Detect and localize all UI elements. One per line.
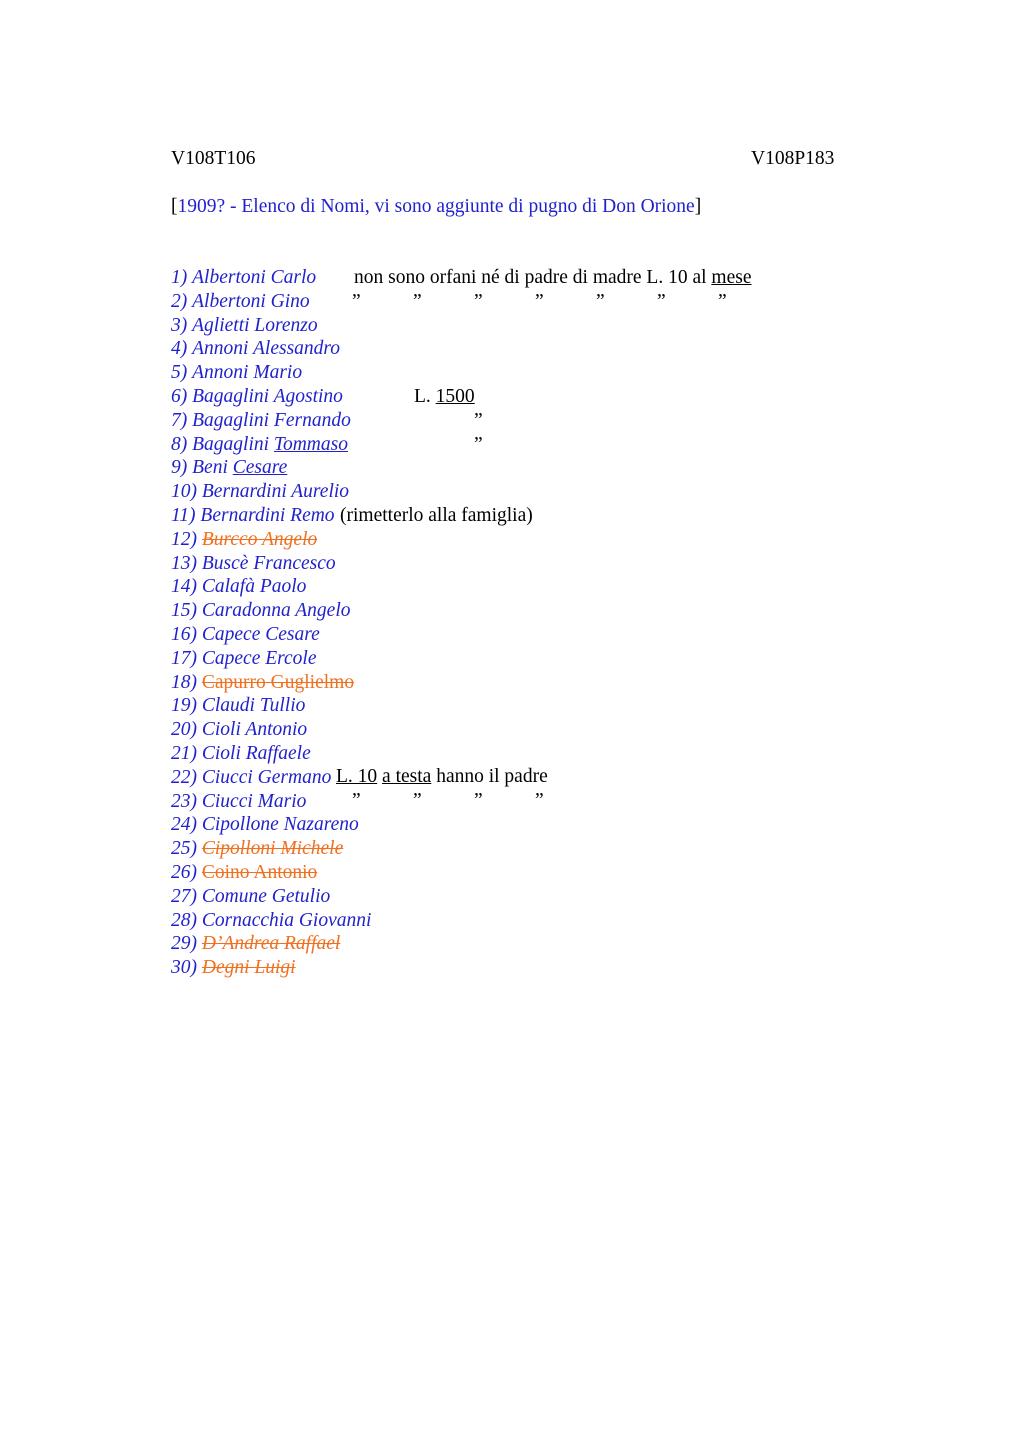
list-item-name <box>192 386 343 407</box>
list-item-surname: Calafà <box>201 576 255 597</box>
note-row-1-underlined: mese <box>711 267 752 288</box>
list-item-name <box>202 624 320 645</box>
list-item-given-name: Lorenzo <box>254 315 318 336</box>
list-item-name <box>202 648 317 669</box>
list-item-number: 10) <box>171 481 197 502</box>
list-item-given-name: Remo <box>290 505 335 526</box>
list-item <box>171 956 296 980</box>
ditto-mark: ” <box>474 790 483 811</box>
list-item-name <box>192 362 302 383</box>
list-item <box>171 909 371 933</box>
list-item-given-name: Michele <box>280 838 344 859</box>
list-item-given-name: Germano <box>257 767 332 788</box>
list-item <box>171 742 311 766</box>
list-item <box>171 456 287 480</box>
list-item-given-name: Antonio <box>253 862 318 883</box>
subtitle-text: 1909? - Elenco di Nomi, vi sono aggiunte di pugno di Don Orione <box>177 196 695 217</box>
list-item-surname: Beni <box>192 457 228 478</box>
list-item <box>171 671 354 695</box>
list-item-surname: Aglietti <box>192 315 250 336</box>
list-item-surname: Albertoni <box>192 291 266 312</box>
note-row-22 <box>336 765 548 789</box>
ditto-mark: ” <box>474 291 483 312</box>
list-item-surname: Buscè <box>201 553 249 574</box>
list-item-given-name: Tullio <box>259 695 306 716</box>
note-row-22-per-head: a testa <box>382 766 432 787</box>
list-item-number: 4) <box>171 338 188 359</box>
list-item-surname: Capece <box>201 624 261 645</box>
list-item-name <box>202 838 343 859</box>
list-item-surname: Cipollone <box>201 814 279 835</box>
document-code-left: V108T106 <box>171 148 256 169</box>
list-item-name <box>202 553 336 574</box>
list-item-given-name: Fernando <box>273 410 351 431</box>
list-item <box>171 314 318 338</box>
list-item-given-name: Cesare <box>232 457 288 478</box>
list-item-name <box>202 600 351 621</box>
list-item-number: 21) <box>171 743 197 764</box>
list-item-number: 14) <box>171 576 197 597</box>
list-item-number: 29) <box>171 933 197 954</box>
list-item <box>171 885 330 909</box>
list-item-given-name: Cesare <box>265 624 320 645</box>
list-item-number: 23) <box>171 791 197 812</box>
list-item-given-name: Antonio <box>245 719 308 740</box>
list-item <box>171 623 320 647</box>
list-item-name <box>202 862 317 883</box>
list-item-surname: Albertoni <box>192 267 266 288</box>
list-item-surname: Bagaglini <box>192 410 270 431</box>
ditto-mark: ” <box>474 434 483 455</box>
list-item-surname: Bernardini <box>200 505 286 526</box>
list-item <box>171 361 302 385</box>
list-item-surname: Bagaglini <box>192 386 270 407</box>
list-item-number: 8) <box>171 434 188 455</box>
document-subtitle <box>171 197 701 217</box>
list-item-number: 17) <box>171 648 197 669</box>
ditto-mark: ” <box>352 790 361 811</box>
list-item <box>171 694 305 718</box>
list-item-surname: Cioli <box>201 719 241 740</box>
list-item <box>171 837 343 861</box>
list-item-given-name: Gino <box>270 291 310 312</box>
list-item-given-name: Getulio <box>271 886 331 907</box>
subtitle-close-bracket: ] <box>694 196 702 217</box>
list-item-given-name: Guglielmo <box>270 672 355 693</box>
list-item-number: 22) <box>171 767 197 788</box>
list-item-name <box>202 719 307 740</box>
list-item-given-name: Luigi <box>254 957 296 978</box>
ditto-mark: ” <box>413 291 422 312</box>
list-item-name <box>192 434 348 455</box>
list-item-name <box>202 672 354 693</box>
ditto-row-7 <box>474 409 483 433</box>
ditto-row-2 <box>0 290 1024 314</box>
list-item-number: 11) <box>171 505 196 526</box>
ditto-mark: ” <box>657 291 666 312</box>
list-item-given-name: Alessandro <box>253 338 341 359</box>
list-item <box>171 409 351 433</box>
list-item-name <box>202 529 317 550</box>
list-item-surname: Capece <box>201 648 261 669</box>
list-item-surname: Coino <box>201 862 250 883</box>
ditto-mark: ” <box>474 410 483 431</box>
list-item <box>171 385 343 409</box>
list-item-number: 30) <box>171 957 197 978</box>
list-item-name <box>192 267 316 288</box>
list-item-given-name: Angelo <box>262 529 318 550</box>
list-item <box>171 552 336 576</box>
list-item-given-name: Mario <box>253 362 303 383</box>
list-item-number: 2) <box>171 291 188 312</box>
list-item-surname: Claudi <box>201 695 255 716</box>
ditto-row-8 <box>474 433 483 457</box>
list-item-number: 7) <box>171 410 188 431</box>
list-item-surname: Bagaglini <box>192 434 270 455</box>
list-item-number: 20) <box>171 719 197 740</box>
list-item-name <box>192 457 287 478</box>
list-item-number: 25) <box>171 838 197 859</box>
list-item-number: 13) <box>171 553 197 574</box>
list-item-number: 18) <box>171 672 197 693</box>
list-item-given-name: Nazareno <box>283 814 359 835</box>
ditto-row-23 <box>0 789 1024 813</box>
subtitle-open-bracket: [ <box>171 196 178 217</box>
list-item-surname: Burcco <box>201 529 258 550</box>
list-item <box>171 575 306 599</box>
list-item-name <box>202 576 307 597</box>
note-row-6-prefix: L. <box>414 386 436 407</box>
list-item-name <box>192 338 340 359</box>
list-item-surname: Caradonna <box>201 600 291 621</box>
list-item-surname: Bernardini <box>201 481 287 502</box>
list-item-name <box>202 933 340 954</box>
list-item-name <box>202 910 372 931</box>
list-item-given-name: Mario <box>257 791 307 812</box>
list-item-surname: Annoni <box>192 362 249 383</box>
note-row-6 <box>414 385 475 409</box>
list-item <box>171 433 348 457</box>
list-item-number: 24) <box>171 814 197 835</box>
ditto-mark: ” <box>535 291 544 312</box>
note-row-1 <box>354 266 751 290</box>
list-item-given-name: Aurelio <box>291 481 350 502</box>
list-item-given-name: Angelo <box>295 600 351 621</box>
list-item-name <box>202 886 330 907</box>
list-item-number: 1) <box>171 267 188 288</box>
list-item-surname: Ciucci <box>201 791 253 812</box>
ditto-mark: ” <box>413 790 422 811</box>
list-item-surname: Comune <box>201 886 267 907</box>
list-item <box>171 337 340 361</box>
list-item <box>171 504 335 528</box>
list-item <box>171 932 340 956</box>
list-item-given-name: Ercole <box>265 648 317 669</box>
list-item-number: 9) <box>171 457 188 478</box>
list-item-surname: D’Andrea <box>201 933 280 954</box>
list-item-given-name: Raffael <box>284 933 341 954</box>
ditto-mark: ” <box>535 790 544 811</box>
list-item-given-name: Raffaele <box>245 743 311 764</box>
note-row-1-text: non sono orfani né di padre di madre L. 10 al <box>354 267 712 288</box>
list-item <box>171 266 316 290</box>
list-item-number: 3) <box>171 315 188 336</box>
list-item-number: 16) <box>171 624 197 645</box>
list-item-surname: Cornacchia <box>201 910 294 931</box>
list-item <box>171 718 307 742</box>
list-item-name <box>202 957 296 978</box>
list-item-number: 12) <box>171 529 197 550</box>
list-item-number: 19) <box>171 695 197 716</box>
list-item-number: 6) <box>171 386 188 407</box>
list-item-surname: Cipolloni <box>201 838 276 859</box>
list-item-number: 5) <box>171 362 188 383</box>
list-item-number: 26) <box>171 862 197 883</box>
list-item-surname: Ciucci <box>201 767 253 788</box>
list-item-number: 28) <box>171 910 197 931</box>
list-item-given-name: Agostino <box>273 386 343 407</box>
list-item <box>171 480 349 504</box>
list-item-name <box>202 695 306 716</box>
list-item <box>171 861 317 885</box>
ditto-mark: ” <box>352 291 361 312</box>
list-item-number: 27) <box>171 886 197 907</box>
note-row-22-rest: hanno il padre <box>431 766 548 787</box>
note-row-6-amount: 1500 <box>435 386 475 407</box>
list-item <box>171 766 331 790</box>
list-item-surname: Degni <box>201 957 250 978</box>
list-item-surname: Annoni <box>192 338 249 359</box>
list-item-given-name: Francesco <box>253 553 336 574</box>
document-code-right: V108P183 <box>751 148 835 169</box>
list-item-given-name: Carlo <box>270 267 317 288</box>
list-item-number: 15) <box>171 600 197 621</box>
list-item-given-name: Tommaso <box>273 434 348 455</box>
list-item-given-name: Paolo <box>259 576 307 597</box>
list-item-name <box>202 767 331 788</box>
list-item <box>171 647 317 671</box>
list-item-name <box>192 410 351 431</box>
list-item <box>171 528 317 552</box>
list-item-name <box>202 814 359 835</box>
list-item-name <box>202 481 349 502</box>
list-item-name <box>192 315 318 336</box>
list-item-given-name: Giovanni <box>298 910 372 931</box>
list-item-name <box>202 743 311 764</box>
ditto-mark: ” <box>718 291 727 312</box>
list-item-surname: Capurro <box>201 672 266 693</box>
note-row-22-amount: L. 10 <box>336 766 378 787</box>
note-row-11: (rimetterlo alla famiglia) <box>340 505 533 526</box>
list-item-name <box>200 505 334 526</box>
list-item <box>171 599 351 623</box>
ditto-mark: ” <box>596 291 605 312</box>
list-item-surname: Cioli <box>201 743 241 764</box>
list-item <box>171 813 359 837</box>
